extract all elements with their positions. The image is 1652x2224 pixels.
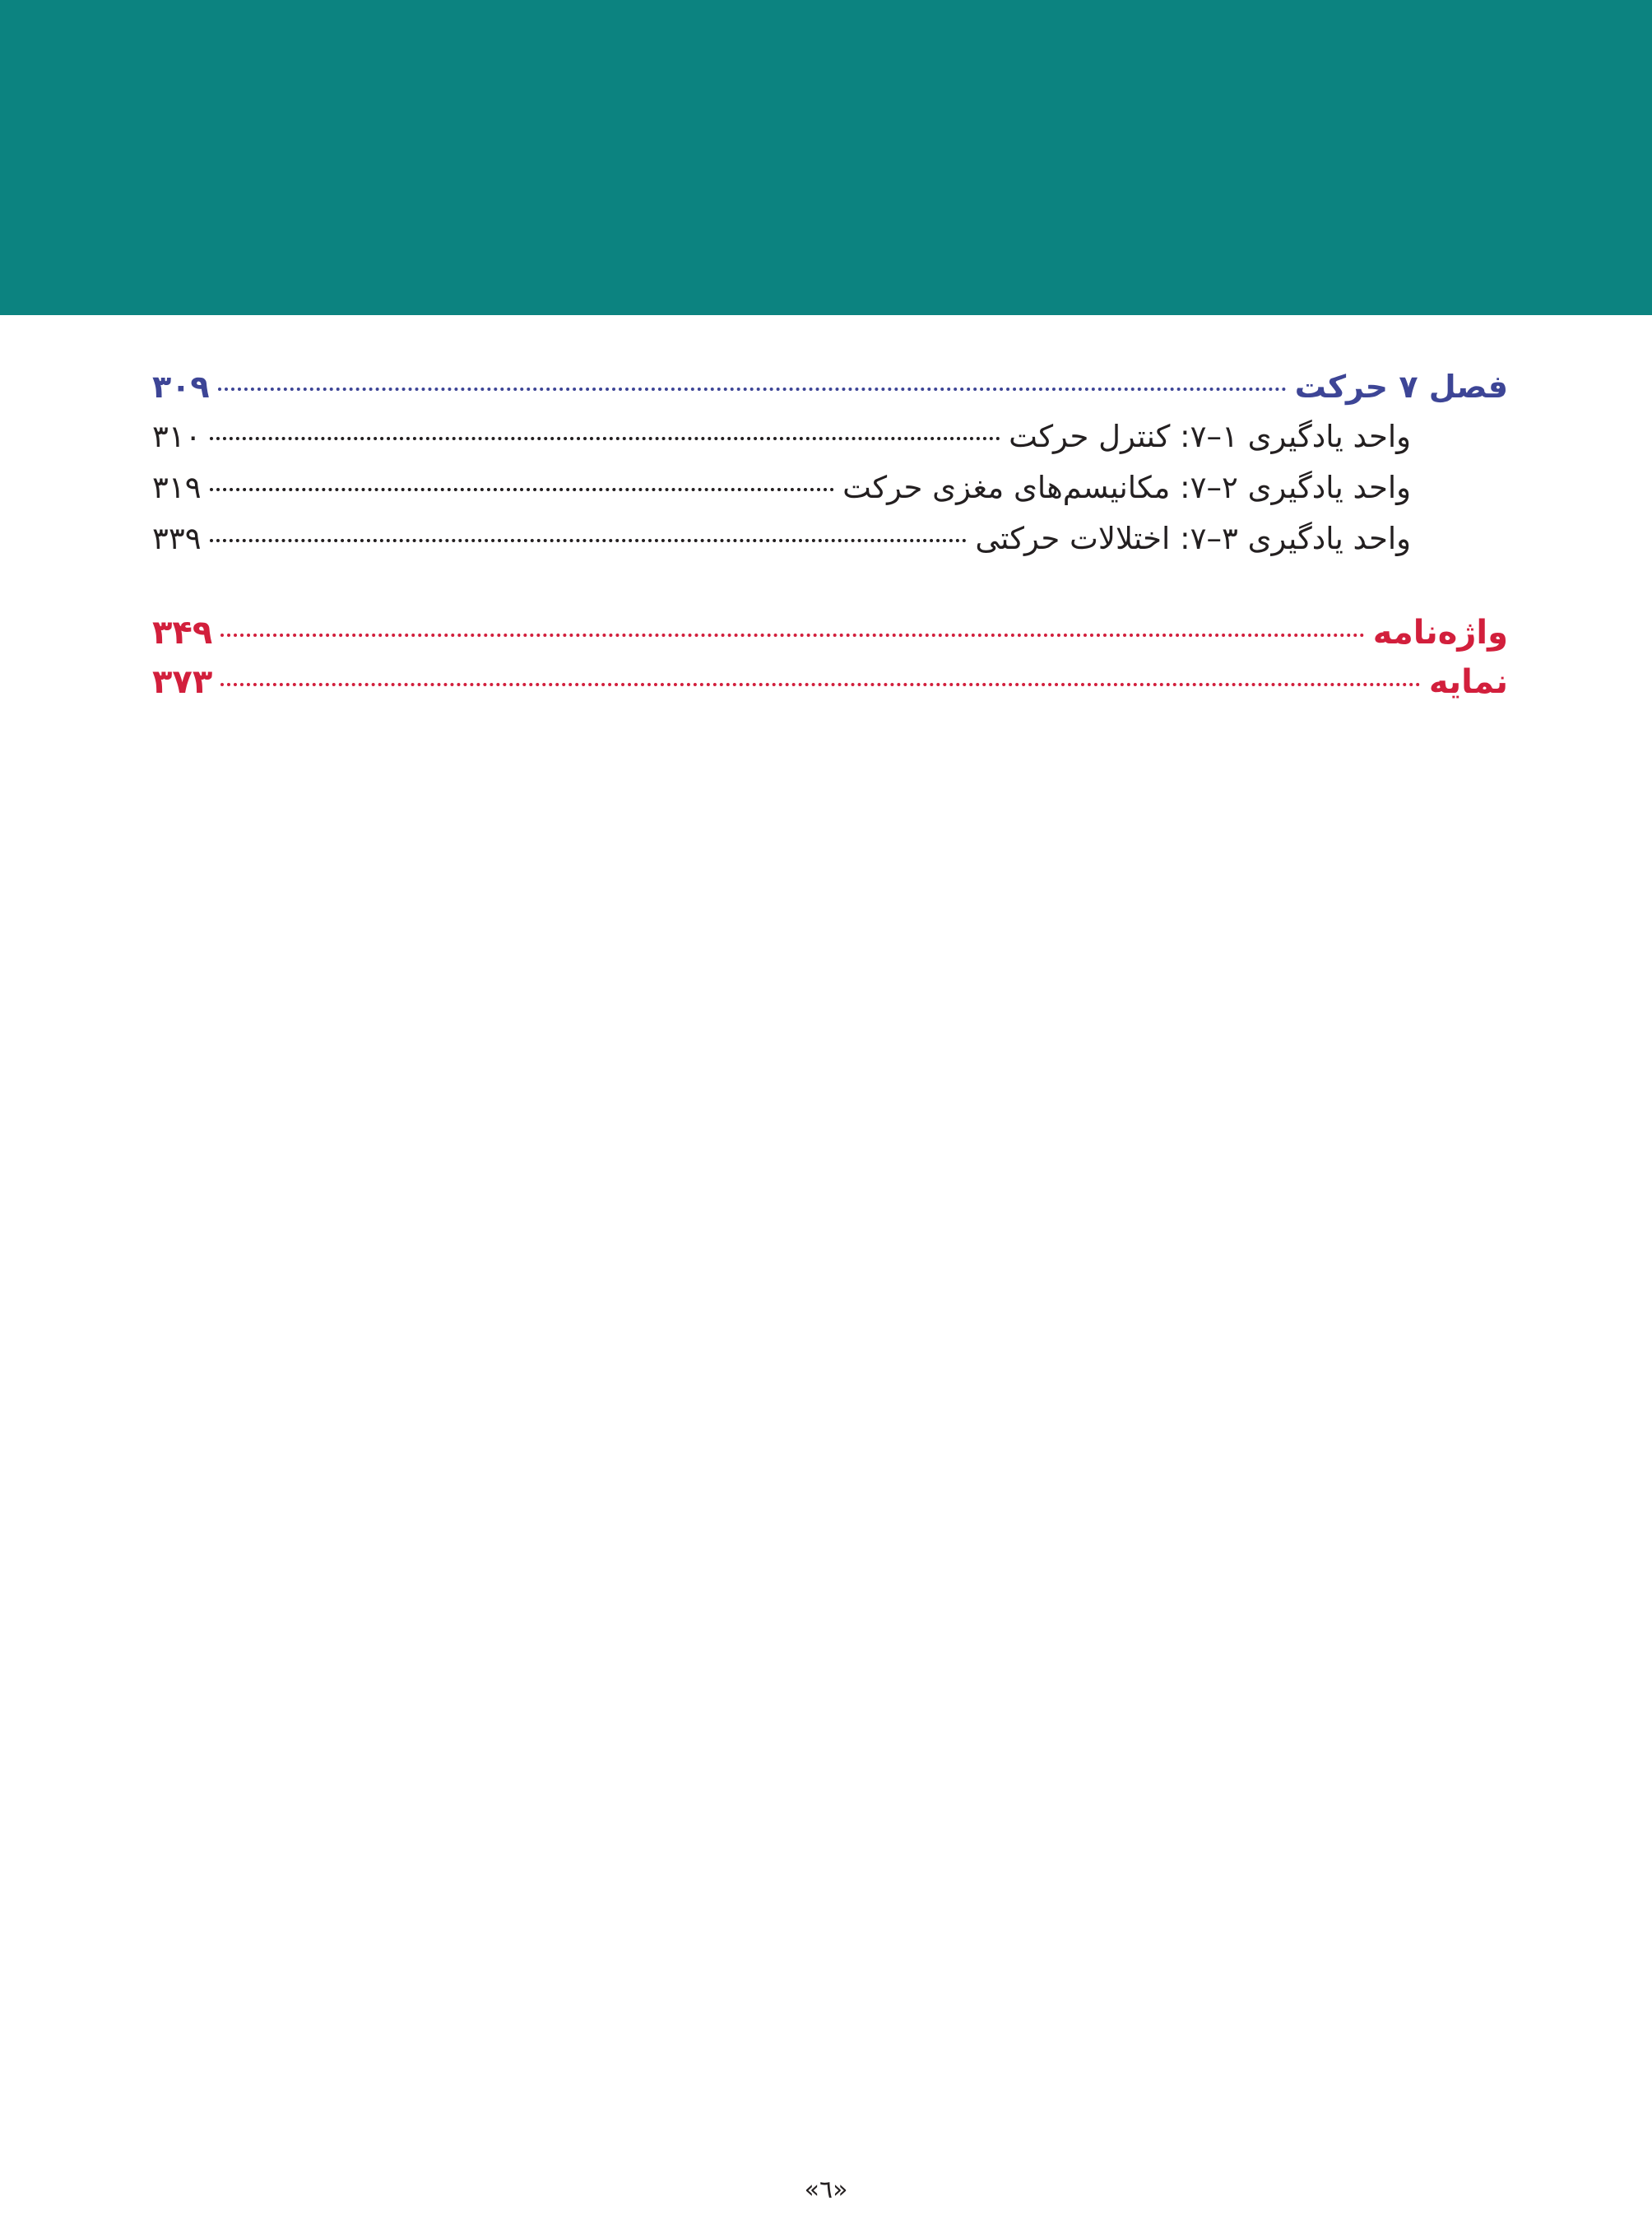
toc-glossary-page: ۳۴۹ (152, 614, 213, 652)
toc-index-page: ۳۷۳ (152, 663, 213, 701)
toc-chapter-title: فصل ۷ حرکت (1294, 369, 1508, 405)
dot-leader (220, 683, 1421, 686)
dot-leader (210, 539, 968, 542)
table-of-contents (152, 362, 1508, 707)
dot-leader (218, 388, 1287, 391)
toc-unit-row-3[interactable] (152, 513, 1508, 564)
header-band (0, 0, 1652, 315)
dot-leader (220, 634, 1364, 637)
toc-unit-row-1[interactable] (152, 411, 1508, 462)
toc-index-row[interactable] (152, 657, 1508, 707)
toc-unit-title: واحد یادگیری ۲–۷: مکانیسم‌های مغزی حرکت (842, 470, 1411, 505)
toc-unit-page: ۳۳۹ (152, 521, 202, 556)
dot-leader (210, 437, 1000, 440)
toc-chapter-page: ۳۰۹ (152, 369, 210, 405)
toc-index-title: نمایه (1428, 663, 1508, 701)
page-number: «٦» (804, 2175, 848, 2204)
toc-chapter-row[interactable] (152, 362, 1508, 411)
toc-unit-title: واحد یادگیری ۳–۷: اختلالات حرکتی (975, 521, 1411, 556)
section-spacer (152, 564, 1508, 608)
toc-glossary-title: واژه‌نامه (1372, 614, 1508, 652)
dot-leader (210, 488, 835, 491)
toc-unit-page: ۳۱۰ (152, 419, 202, 454)
toc-unit-title: واحد یادگیری ۱–۷: کنترل حرکت (1009, 419, 1411, 454)
toc-unit-row-2[interactable] (152, 462, 1508, 513)
toc-unit-page: ۳۱۹ (152, 470, 202, 505)
toc-glossary-row[interactable] (152, 608, 1508, 657)
